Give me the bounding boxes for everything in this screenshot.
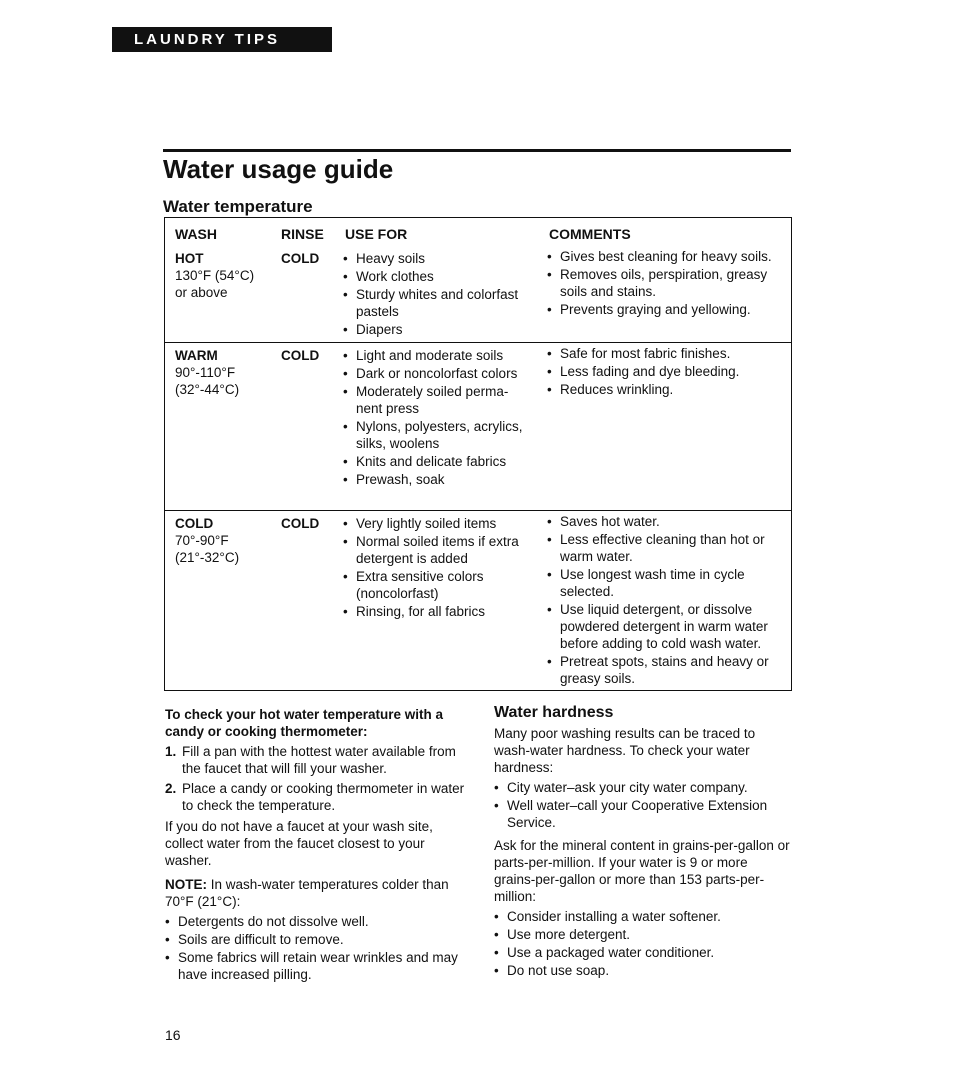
list-item: • Gives best cleaning for heavy soils. (547, 248, 787, 265)
note-bullets (165, 913, 465, 983)
rinse-cell: COLD (281, 516, 320, 531)
wash-temp: 90°-110°F (175, 365, 236, 380)
section-header-bar: LAUNDRY TIPS (112, 27, 332, 52)
hardness-title: Water hardness (494, 704, 614, 721)
faucet-note: If you do not have a faucet at your wash site, collect water from the faucet closest to your washer. (165, 819, 433, 868)
wash-temp: 130°F (54°C) (175, 268, 255, 283)
table-header (165, 218, 791, 246)
list-item: • Prewash, soak (343, 471, 529, 488)
thermometer-check-section (165, 706, 465, 984)
list-item: • Heavy soils (343, 250, 529, 267)
step-text: Fill a pan with the hottest water available from the faucet that will fill your washer. (182, 744, 456, 776)
wash-cell (175, 347, 275, 398)
table-row-warm (165, 342, 791, 511)
title-rule (163, 149, 791, 152)
section-subtitle: Water temperature (163, 197, 313, 216)
list-item: • Well water–call your Cooperative Extension Service. (494, 797, 792, 831)
list-item: • Sturdy whites and colorfast pastels (343, 286, 529, 320)
wash-label: WARM (175, 348, 218, 363)
check-heading: To check your hot water temperature with a candy or cooking thermometer: (165, 707, 444, 739)
use-for-cell (343, 515, 529, 621)
column-header-comments: COMMENTS (549, 226, 631, 242)
column-header-use-for: USE FOR (345, 226, 408, 242)
list-item: • City water–ask your city water company. (494, 779, 792, 796)
wash-temp-note: (32°-44°C) (175, 382, 240, 397)
list-item: • Prevents graying and yellowing. (547, 301, 787, 318)
note-text: In wash-water temperatures colder than 70°F (21°C): (165, 877, 449, 909)
wash-cell (175, 515, 275, 566)
page-title: Water usage guide (163, 154, 394, 184)
list-item: • Use a packaged water conditioner. (494, 944, 792, 961)
list-item: • Do not use soap. (494, 962, 792, 979)
list-item: • Diapers (343, 321, 529, 338)
step-text: Place a candy or cooking thermometer in water to check the temperature. (182, 781, 465, 813)
list-item: • Safe for most fabric finishes. (547, 345, 787, 362)
rinse-cell: COLD (281, 348, 320, 363)
comments-cell (547, 345, 787, 399)
comments-cell (547, 248, 787, 319)
list-item: • Less fading and dye bleeding. (547, 363, 787, 380)
rinse-cell: COLD (281, 251, 320, 266)
temperature-note (165, 876, 465, 910)
water-hardness-section (494, 704, 792, 980)
list-item: • Use longest wash time in cycle selected. (547, 566, 787, 600)
list-item: • Moderately soiled perma-nent press (343, 383, 529, 417)
hardness-actions (494, 908, 792, 979)
list-item: • Rinsing, for all fabrics (343, 603, 529, 620)
note-label: NOTE: (165, 877, 207, 892)
wash-label: COLD (175, 516, 214, 531)
list-item: • Very lightly soiled items (343, 515, 529, 532)
list-item: • Dark or noncolorfast colors (343, 365, 529, 382)
wash-cell (175, 250, 275, 301)
list-item: • Work clothes (343, 268, 529, 285)
list-item: • Soils are difficult to remove. (165, 931, 465, 948)
wash-temp: 70°-90°F (175, 533, 229, 548)
list-item: • Consider installing a water softener. (494, 908, 792, 925)
column-header-wash: WASH (175, 226, 217, 242)
list-item: • Extra sensitive colors (noncolorfast) (343, 568, 529, 602)
use-for-cell (343, 347, 529, 489)
list-item: • Use liquid detergent, or dissolve powdered detergent in warm water before adding to cold wash water. (547, 601, 787, 652)
comments-cell (547, 513, 787, 688)
list-item (165, 780, 465, 814)
list-item: • Use more detergent. (494, 926, 792, 943)
list-item: • Knits and delicate fabrics (343, 453, 529, 470)
wash-temp-note: or above (175, 285, 228, 300)
page-number: 16 (165, 1027, 181, 1043)
list-item: • Light and moderate soils (343, 347, 529, 364)
hardness-intro: Many poor washing results can be traced to wash-water hardness. To check your water hardness: (494, 726, 756, 775)
mineral-text: Ask for the mineral content in grains-per-gallon or parts-per-million. If your water is 9 or more grains-per-gallon or more than 153 parts-per-million: (494, 838, 790, 904)
wash-temp-note: (21°-32°C) (175, 550, 240, 565)
wash-label: HOT (175, 251, 204, 266)
list-item: • Reduces wrinkling. (547, 381, 787, 398)
use-for-cell (343, 250, 529, 339)
table-row-hot (165, 246, 791, 342)
list-item (165, 743, 465, 777)
list-item: • Removes oils, perspiration, greasy soils and stains. (547, 266, 787, 300)
list-item: • Pretreat spots, stains and heavy or greasy soils. (547, 653, 787, 687)
list-item: • Detergents do not dissolve well. (165, 913, 465, 930)
list-item: • Normal soiled items if extra detergent is added (343, 533, 529, 567)
list-item: • Nylons, polyesters, acrylics, silks, woolens (343, 418, 529, 452)
list-item: • Saves hot water. (547, 513, 787, 530)
step-number: 1. (165, 744, 177, 759)
column-header-rinse: RINSE (281, 226, 324, 242)
list-item: • Some fabrics will retain wear wrinkles and may have increased pilling. (165, 949, 465, 983)
list-item: • Less effective cleaning than hot or warm water. (547, 531, 787, 565)
step-number: 2. (165, 781, 177, 796)
hardness-sources (494, 779, 792, 831)
water-temperature-table (164, 217, 792, 691)
table-row-cold (165, 510, 791, 691)
check-steps (165, 743, 465, 814)
